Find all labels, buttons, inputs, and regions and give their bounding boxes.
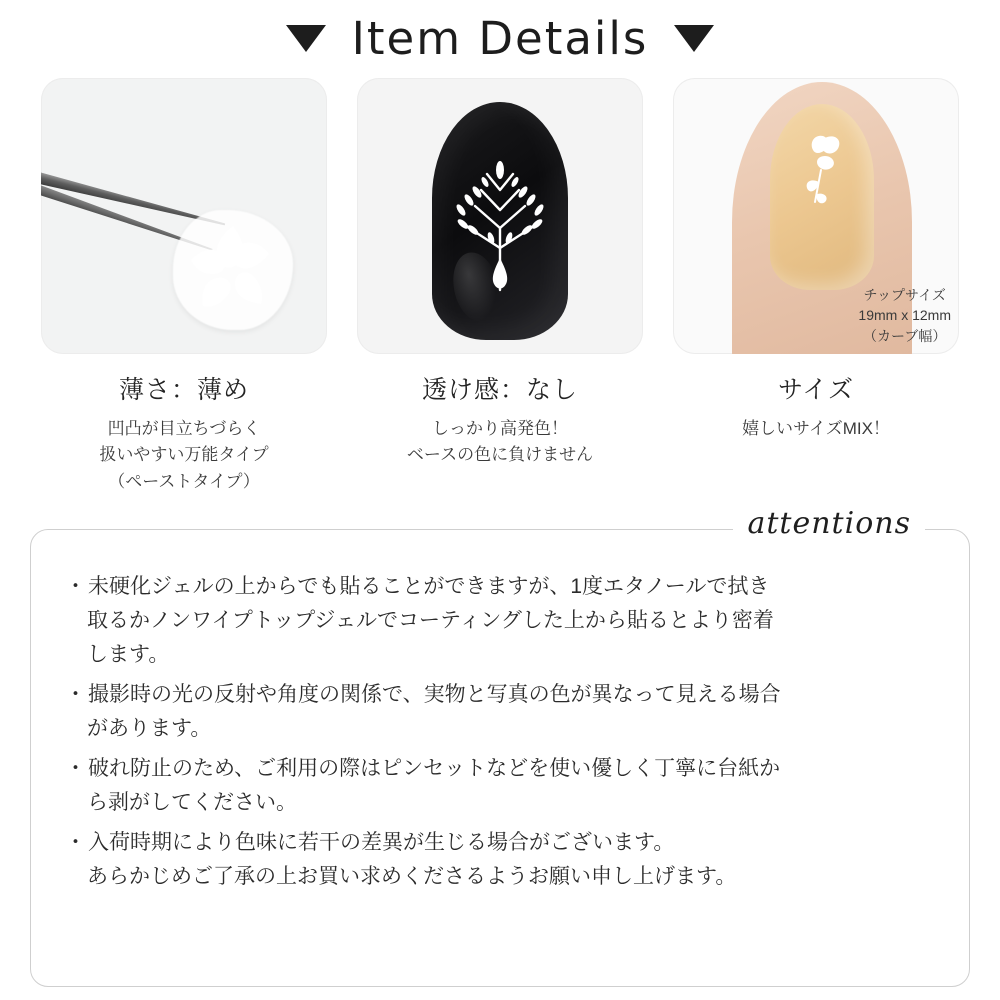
triangle-down-right-icon <box>674 25 714 52</box>
attention-line: 未硬化ジェルの上からでも貼ることができますが、1度エタノールで拭き <box>88 575 770 599</box>
list-item <box>65 752 935 820</box>
size-note-line: 19mm x 12mm <box>858 307 951 324</box>
attention-line: 入荷時期により色味に若干の差異が生じる場合がございます。 <box>88 831 675 855</box>
feature-desc-line: 凹凸が目立ちづらく <box>107 419 261 438</box>
feature-desc-line: 扱いやすい万能タイプ <box>99 445 269 465</box>
feature-description <box>407 416 593 469</box>
feature-photo-black-nail <box>357 78 643 354</box>
triangle-down-left-icon <box>286 25 326 52</box>
feature-description <box>742 416 890 442</box>
attentions-list <box>65 570 935 894</box>
bullet: ・ <box>65 757 86 781</box>
feature-desc-line: ベースの色に負けません <box>406 445 594 465</box>
feature-photo-tweezers-sticker <box>41 78 327 354</box>
list-item <box>65 678 935 746</box>
attention-line: 破れ防止のため、ご利用の際はピンセットなどを使い優しく丁寧に台紙か <box>88 757 781 781</box>
feature-card-list <box>0 78 1000 495</box>
feature-title: 薄さ：薄め <box>118 376 249 404</box>
list-item <box>65 826 935 894</box>
feature-desc-line: （ペーストタイプ） <box>108 471 260 491</box>
list-item <box>65 570 935 672</box>
feature-desc-line: 嬉しいサイズMIX！ <box>742 419 890 438</box>
bullet: ・ <box>65 683 86 707</box>
feature-card-thickness <box>37 78 331 495</box>
size-note-line: チップサイズ <box>863 287 946 304</box>
attentions-panel <box>30 506 970 987</box>
attention-line: します。 <box>87 643 170 667</box>
feature-description <box>99 416 268 495</box>
flower-sticker-graphic <box>173 210 293 330</box>
white-tree-motif-icon <box>357 78 643 354</box>
feature-title: 透け感：なし <box>421 376 578 404</box>
attention-line: 取るかノンワイプトップジェルでコーティングした上から貼るとより密着 <box>87 609 774 633</box>
feature-card-opacity <box>353 78 647 495</box>
size-note <box>858 285 951 346</box>
attention-line: があります。 <box>87 717 212 741</box>
page-title: Item Details <box>351 11 649 65</box>
page-header <box>0 0 1000 65</box>
bullet: ・ <box>65 575 86 599</box>
attention-line: ら剥がしてください。 <box>87 791 297 815</box>
attentions-label: attentions <box>733 506 925 541</box>
feature-desc-line: しっかり高発色！ <box>432 419 568 438</box>
feature-card-size <box>669 78 963 495</box>
attention-line: 撮影時の光の反射や角度の関係で、実物と写真の色が異なって見える場合 <box>88 683 781 707</box>
bullet: ・ <box>65 831 86 855</box>
size-note-line: （カーブ幅） <box>863 327 947 344</box>
attention-line: あらかじめご了承の上お買い求めくださるようお願い申し上げます。 <box>87 865 737 889</box>
feature-title: サイズ <box>777 376 854 404</box>
feature-photo-finger-nail <box>673 78 959 354</box>
